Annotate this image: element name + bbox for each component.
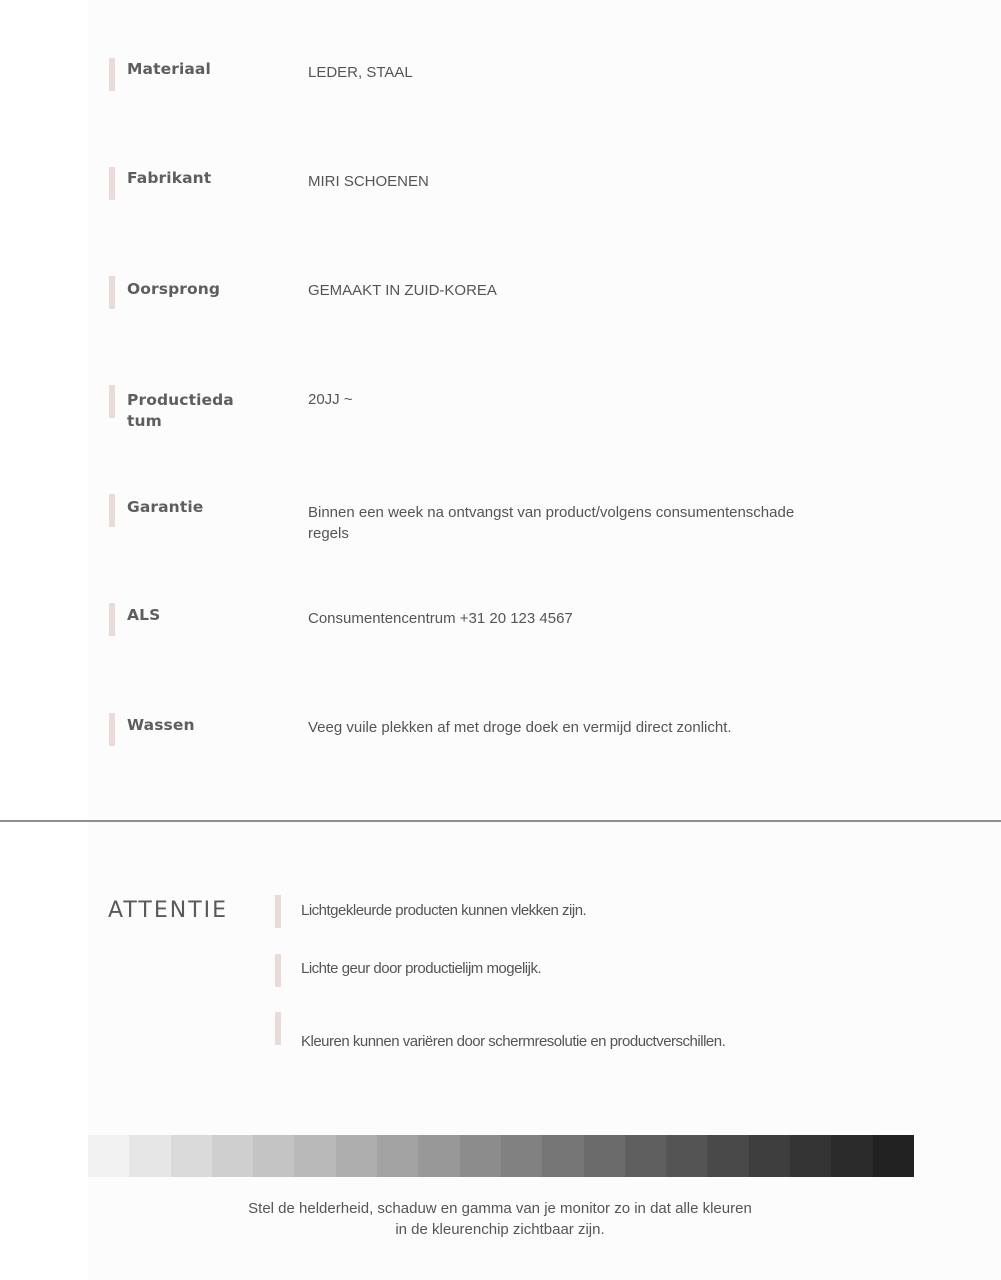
monitor-note-line-1: Stel de helderheid, schaduw en gamma van je monitor zo in dat alle kleuren bbox=[248, 1200, 752, 1217]
color-swatch-16 bbox=[707, 1135, 748, 1177]
color-swatch-3 bbox=[171, 1135, 212, 1177]
spec-label: Materiaal bbox=[127, 60, 211, 78]
color-swatch-20 bbox=[873, 1135, 914, 1177]
color-swatch-11 bbox=[501, 1135, 542, 1177]
color-swatch-2 bbox=[129, 1135, 170, 1177]
attention-title: ATTENTIE bbox=[108, 898, 229, 923]
color-swatch-6 bbox=[294, 1135, 335, 1177]
spec-label: Oorsprong bbox=[127, 280, 221, 298]
spec-value: Veeg vuile plekken af met droge doek en vermijd direct zonlicht. bbox=[308, 719, 732, 736]
color-swatch-9 bbox=[418, 1135, 459, 1177]
color-swatch-5 bbox=[253, 1135, 294, 1177]
section-divider bbox=[0, 820, 1001, 822]
accent-bar bbox=[109, 385, 115, 418]
color-swatch-17 bbox=[749, 1135, 790, 1177]
accent-bar bbox=[109, 167, 115, 200]
accent-bar bbox=[109, 276, 115, 309]
color-swatch-19 bbox=[831, 1135, 872, 1177]
color-swatch-14 bbox=[625, 1135, 666, 1177]
attention-item: Kleuren kunnen variëren door schermresolutie en productverschillen. bbox=[301, 1033, 726, 1050]
color-swatch-8 bbox=[377, 1135, 418, 1177]
color-chip-strip bbox=[88, 1135, 914, 1177]
color-swatch-4 bbox=[212, 1135, 253, 1177]
spec-value: Consumentencentrum +31 20 123 4567 bbox=[308, 610, 573, 627]
attention-item: Lichte geur door productielijm mogelijk. bbox=[301, 960, 542, 977]
spec-value: LEDER, STAAL bbox=[308, 64, 413, 81]
color-swatch-7 bbox=[336, 1135, 377, 1177]
spec-label: Productiedatum bbox=[127, 391, 234, 430]
color-swatch-12 bbox=[542, 1135, 583, 1177]
accent-bar bbox=[109, 58, 115, 91]
spec-value: Binnen een week na ontvangst van product/volgens consumentenschade regels bbox=[308, 504, 795, 542]
attention-item: Lichtgekleurde producten kunnen vlekken zijn. bbox=[301, 902, 587, 919]
color-swatch-13 bbox=[584, 1135, 625, 1177]
accent-bar bbox=[109, 603, 115, 636]
spec-label: ALS bbox=[127, 606, 161, 624]
spec-value: MIRI SCHOENEN bbox=[308, 173, 429, 190]
accent-bar bbox=[275, 1012, 281, 1045]
monitor-note-line-2: in de kleurenchip zichtbaar zijn. bbox=[395, 1221, 605, 1238]
color-swatch-18 bbox=[790, 1135, 831, 1177]
color-swatch-15 bbox=[666, 1135, 707, 1177]
accent-bar bbox=[109, 713, 115, 746]
spec-value: 20JJ ~ bbox=[308, 391, 353, 408]
spec-label: Fabrikant bbox=[127, 169, 212, 187]
color-swatch-10 bbox=[460, 1135, 501, 1177]
accent-bar bbox=[109, 494, 115, 527]
spec-value: GEMAAKT IN ZUID-KOREA bbox=[308, 282, 497, 299]
monitor-note bbox=[200, 1198, 800, 1240]
accent-bar bbox=[275, 954, 281, 987]
spec-label: Garantie bbox=[127, 498, 204, 516]
color-swatch-1 bbox=[88, 1135, 129, 1177]
content-panel bbox=[88, 0, 1001, 1280]
accent-bar bbox=[275, 895, 281, 928]
spec-label: Wassen bbox=[127, 716, 195, 734]
